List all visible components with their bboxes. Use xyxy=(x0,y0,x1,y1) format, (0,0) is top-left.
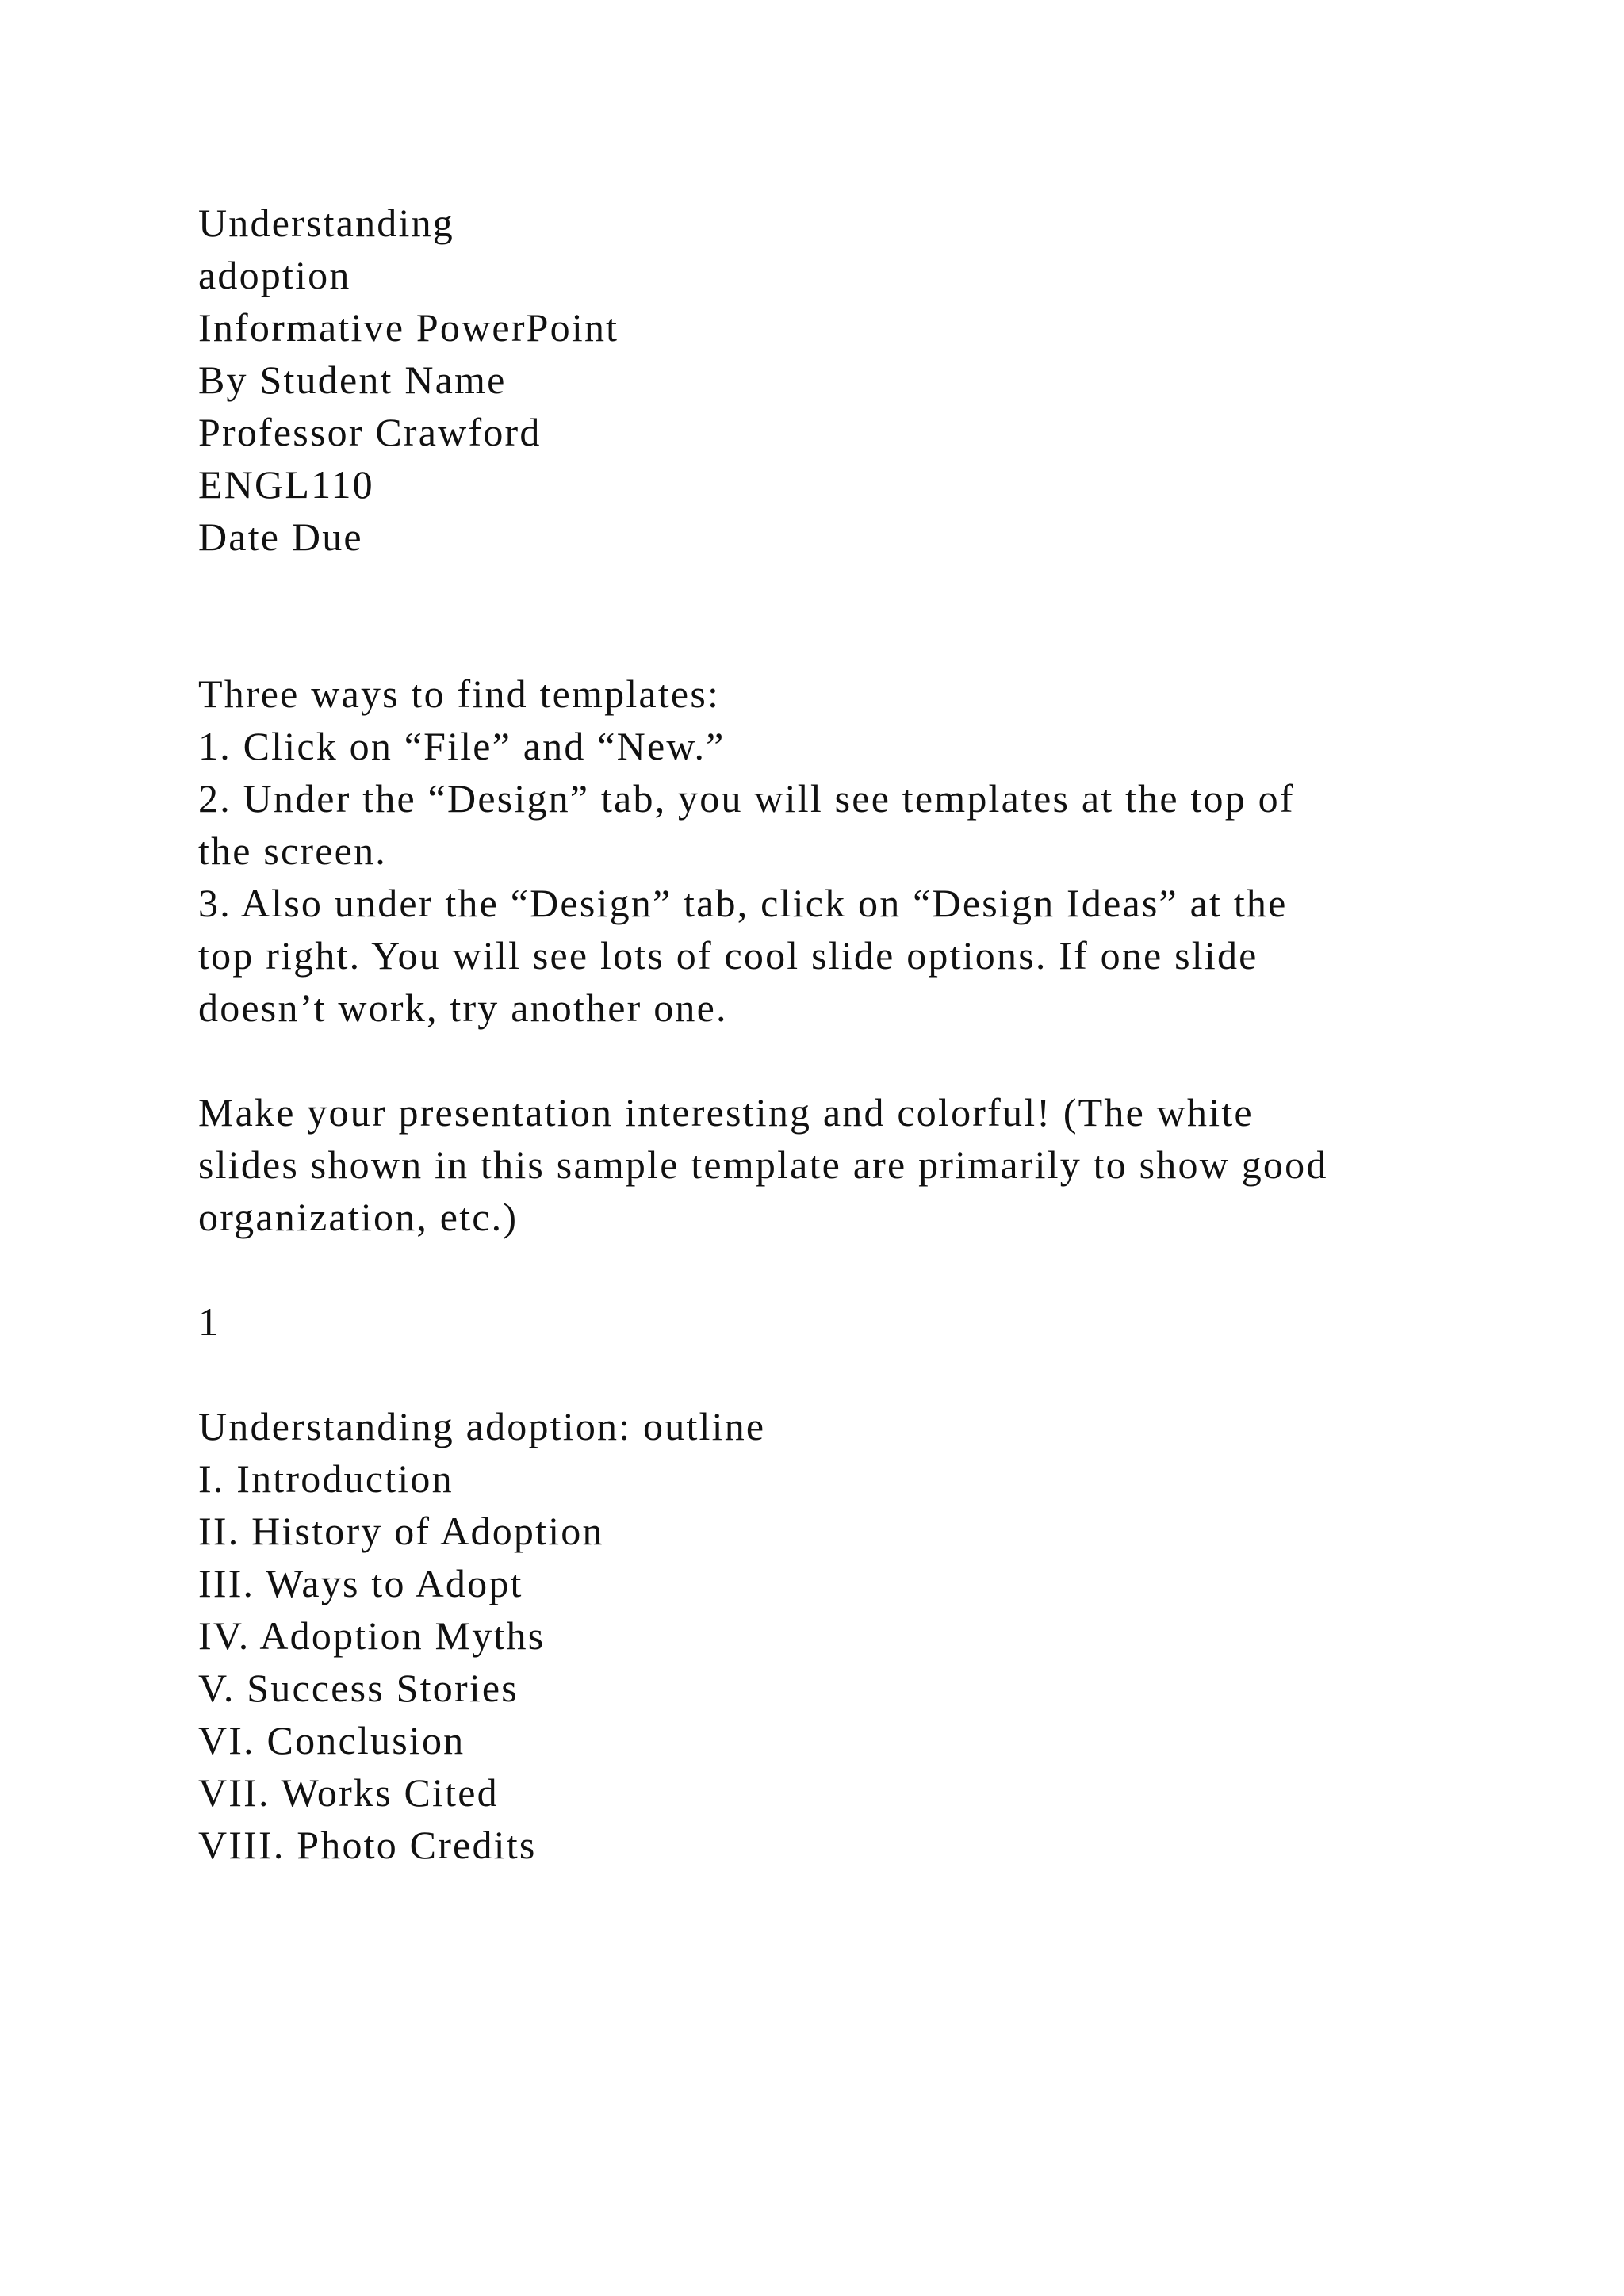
templates-heading: Three ways to find templates: xyxy=(198,672,721,716)
course-line: ENGL110 xyxy=(198,462,374,507)
templates-step-2-line-1: 2. Under the “Design” tab, you will see templates at the top of xyxy=(198,776,1295,821)
outline-item-works-cited: VII. Works Cited xyxy=(198,1770,499,1815)
outline-item-success-stories: V. Success Stories xyxy=(198,1666,519,1710)
templates-step-3-line-2: top right. You will see lots of cool slide options. If one slide xyxy=(198,933,1258,978)
title-line-adoption: adoption xyxy=(198,253,351,297)
spacer xyxy=(198,563,1467,615)
subtitle-line: Informative PowerPoint xyxy=(198,305,619,350)
spacer xyxy=(198,1348,1467,1400)
presentation-note-section xyxy=(198,1086,1467,1243)
templates-step-1: 1. Click on “File” and “New.” xyxy=(198,724,726,768)
title-line-understanding: Understanding xyxy=(198,201,454,245)
outline-item-myths: IV. Adoption Myths xyxy=(198,1613,546,1658)
slide-number: 1 xyxy=(198,1299,220,1344)
spacer xyxy=(198,615,1467,668)
presentation-note-line-2: slides shown in this sample template are primarily to show good xyxy=(198,1142,1328,1187)
document-body xyxy=(198,197,1467,1871)
spacer xyxy=(198,1243,1467,1295)
outline-item-ways-to-adopt: III. Ways to Adopt xyxy=(198,1561,523,1605)
templates-step-2-line-2: the screen. xyxy=(198,828,387,873)
author-line: By Student Name xyxy=(198,358,507,402)
templates-step-3-line-1: 3. Also under the “Design” tab, click on “Design Ideas” at the xyxy=(198,881,1288,925)
templates-note-section xyxy=(198,668,1467,1034)
outline-item-conclusion: VI. Conclusion xyxy=(198,1718,465,1762)
date-line: Date Due xyxy=(198,515,363,559)
outline-item-history: II. History of Adoption xyxy=(198,1509,604,1553)
templates-step-3-line-3: doesn’t work, try another one. xyxy=(198,985,728,1030)
presentation-note-line-1: Make your presentation interesting and colorful! (The white xyxy=(198,1090,1254,1135)
presentation-note-line-3: organization, etc.) xyxy=(198,1195,519,1239)
spacer xyxy=(198,1034,1467,1086)
outline-section xyxy=(198,1400,1467,1871)
outline-item-photo-credits: VIII. Photo Credits xyxy=(198,1823,537,1867)
outline-item-introduction: I. Introduction xyxy=(198,1456,454,1501)
outline-heading: Understanding adoption: outline xyxy=(198,1404,766,1448)
title-slide-section xyxy=(198,197,1467,563)
professor-line: Professor Crawford xyxy=(198,410,542,454)
